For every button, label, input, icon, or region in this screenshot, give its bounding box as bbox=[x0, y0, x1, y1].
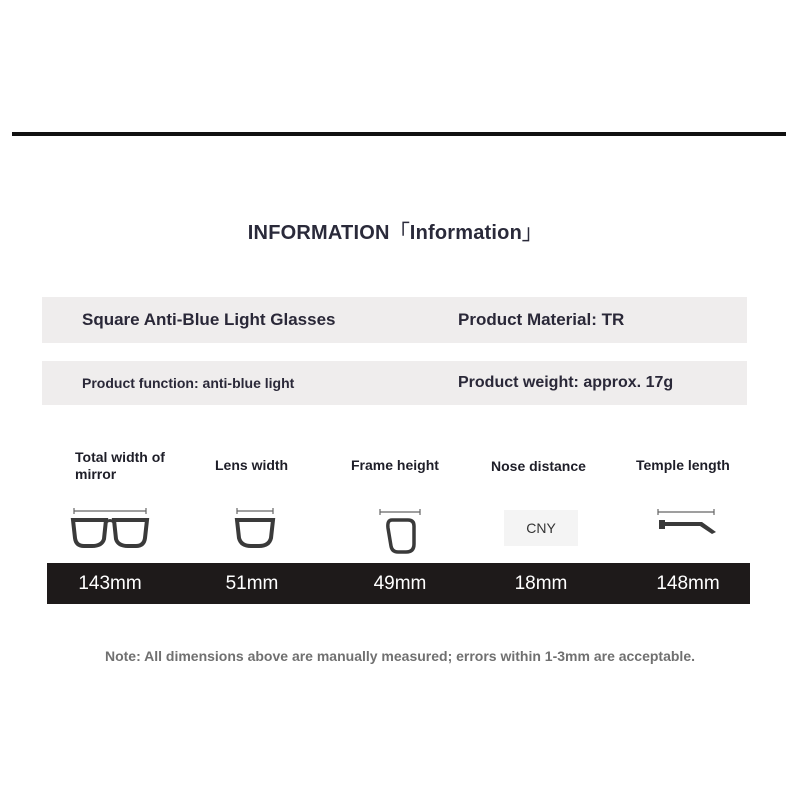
dim-label-total-width: Total width of mirror bbox=[75, 449, 165, 482]
dim-label-lens-width: Lens width bbox=[215, 457, 289, 473]
single-lens-icon bbox=[233, 506, 277, 552]
info-row-name-material bbox=[42, 297, 747, 343]
glasses-front-icon bbox=[70, 506, 150, 552]
measurement-note: Note: All dimensions above are manually measured; errors within 1-3mm are acceptable. bbox=[104, 648, 696, 664]
dim-label-nose-distance: Nose distance bbox=[491, 458, 586, 474]
value-nose-distance: 18mm bbox=[514, 572, 568, 594]
frame-height-icon bbox=[378, 506, 424, 556]
product-weight: Product weight: approx. 17g bbox=[458, 374, 674, 391]
dim-label-temple-length: Temple length bbox=[636, 457, 730, 473]
value-frame-height: 49mm bbox=[373, 572, 427, 594]
product-name: Square Anti-Blue Light Glasses bbox=[82, 310, 336, 329]
nose-distance-icon: CNY bbox=[504, 510, 578, 546]
value-lens-width: 51mm bbox=[225, 572, 279, 594]
dim-label-frame-height: Frame height bbox=[351, 457, 439, 473]
value-temple-length: 148mm bbox=[656, 572, 720, 594]
temple-arm-icon bbox=[656, 508, 720, 542]
info-row-function-weight bbox=[42, 361, 747, 405]
value-total-width: 143mm bbox=[78, 572, 142, 594]
product-function: Product function: anti-blue light bbox=[82, 375, 295, 391]
section-heading: INFORMATION「Information」 bbox=[247, 222, 543, 244]
top-divider bbox=[12, 132, 786, 136]
dimension-values-bar bbox=[47, 563, 750, 604]
product-material: Product Material: TR bbox=[458, 310, 625, 329]
